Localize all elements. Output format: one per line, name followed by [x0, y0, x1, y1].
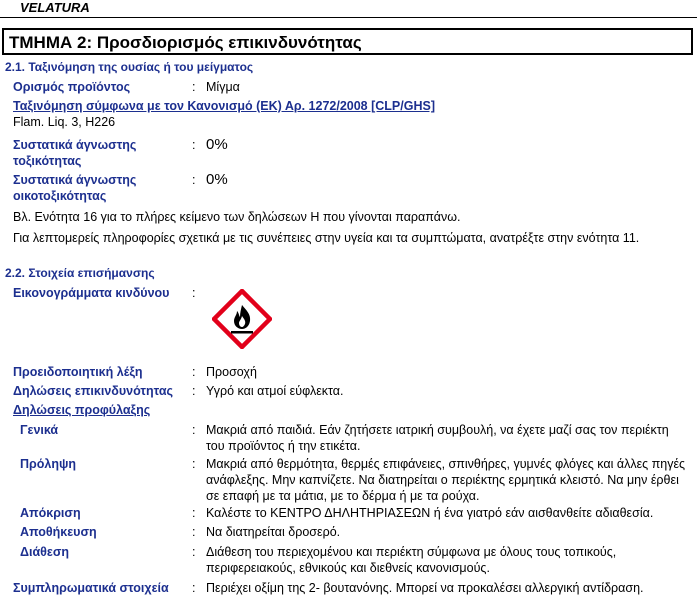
colon: :: [192, 545, 196, 559]
colon: :: [192, 384, 196, 398]
colon: :: [192, 457, 196, 471]
colon: :: [192, 286, 196, 300]
disposal-label: Διάθεση: [20, 545, 70, 559]
unknown-toxicity-label: Συστατικά άγνωστης τοξικότητας: [13, 138, 137, 168]
section-heading: [2, 28, 693, 55]
note-section-16: Βλ. Ενότητα 16 για το πλήρες κείμενο των δηλώσεων Η που γίνονται παραπάνω.: [13, 210, 461, 224]
response-label: Απόκριση: [20, 506, 81, 520]
section-title: ΤΜΗΜΑ 2: Προσδιορισμός επικινδυνότητας: [9, 33, 362, 52]
document-header: [0, 0, 697, 18]
colon: :: [192, 80, 196, 94]
signal-word-value: Προσοχή: [206, 365, 257, 379]
supplementary-label: Συμπληρωματικά στοιχεία: [13, 581, 169, 595]
response-value: Καλέστε το ΚΕΝΤΡΟ ΔΗΛΗΤΗΡΙΑΣΕΩΝ ή ένα γιατρό εάν αισθανθείτε αδιαθεσία.: [206, 506, 654, 520]
flame-ghs02-icon: [212, 289, 272, 349]
hazard-statements-value: Υγρό και ατμοί εύφλεκτα.: [206, 384, 344, 398]
colon: :: [192, 173, 196, 187]
product-definition-value: Μίγμα: [206, 80, 240, 94]
disposal-value: Διάθεση του περιεχομένου και περιέκτη σύμφωνα με όλους τους τοπικούς, περιφερειακούς, εθνικούς και διεθνείς κανονισμούς.: [206, 545, 617, 575]
colon: :: [192, 365, 196, 379]
storage-label: Αποθήκευση: [20, 525, 97, 539]
subsection-title-2-1: 2.1. Ταξινόμηση της ουσίας ή του μείγματος: [5, 60, 254, 74]
storage-value: Να διατηρείται δροσερό.: [206, 525, 341, 539]
general-label: Γενικά: [20, 423, 59, 437]
product-definition-label: Ορισμός προϊόντος: [13, 80, 131, 94]
unknown-ecotoxicity-value: 0%: [206, 171, 228, 188]
unknown-ecotoxicity-label: Συστατικά άγνωστης οικοτοξικότητας: [13, 173, 137, 203]
classification-value: Flam. Liq. 3, H226: [13, 115, 116, 129]
signal-word-label: Προειδοποιητική λέξη: [13, 365, 143, 379]
general-value: Μακριά από παιδιά. Εάν ζητήσετε ιατρική συμβουλή, να έχετε μαζί σας τον περιέκτη του προϊόντος ή την ετικέτα.: [206, 423, 669, 453]
hazard-statements-label: Δηλώσεις επικινδυνότητας: [13, 384, 174, 398]
precautionary-statements-label: Δηλώσεις προφύλαξης: [13, 403, 151, 417]
classification-label: Ταξινόμηση σύμφωνα με τον Κανονισμό (ΕΚ) Αρ. 1272/2008 [CLP/GHS]: [13, 99, 435, 113]
product-name: VELATURA: [20, 0, 90, 15]
supplementary-value: Περιέχει οξίμη της 2- βουτανόνης. Μπορεί να προκαλέσει αλλεργική αντίδραση.: [206, 581, 644, 595]
colon: :: [192, 525, 196, 539]
colon: :: [192, 423, 196, 437]
prevention-label: Πρόληψη: [20, 457, 77, 471]
unknown-toxicity-value: 0%: [206, 136, 228, 153]
pictograms-label: Εικονογράμματα κινδύνου: [13, 286, 170, 300]
prevention-value: Μακριά από θερμότητα, θερμές επιφάνειες, σπινθήρες, γυμνές φλόγες και άλλες πηγές ανάφλεξης. Μην καπνίζετε. Να διατηρείται ο περιέκτης ερμητικά κλειστό. Να μην έρθει σε επαφή με τα μάτια, με το δέρμα ή με τα ρούχα.: [206, 457, 686, 503]
note-section-11: Για λεπτομερείς πληροφορίες σχετικά με τις συνέπειες στην υγεία και τα συμπτώματα, ανατρέξτε στην ενότητα 11.: [13, 231, 640, 245]
colon: :: [192, 506, 196, 520]
colon: :: [192, 138, 196, 152]
subsection-title-2-2: 2.2. Στοιχεία επισήμανσης: [5, 266, 155, 280]
colon: :: [192, 581, 196, 595]
